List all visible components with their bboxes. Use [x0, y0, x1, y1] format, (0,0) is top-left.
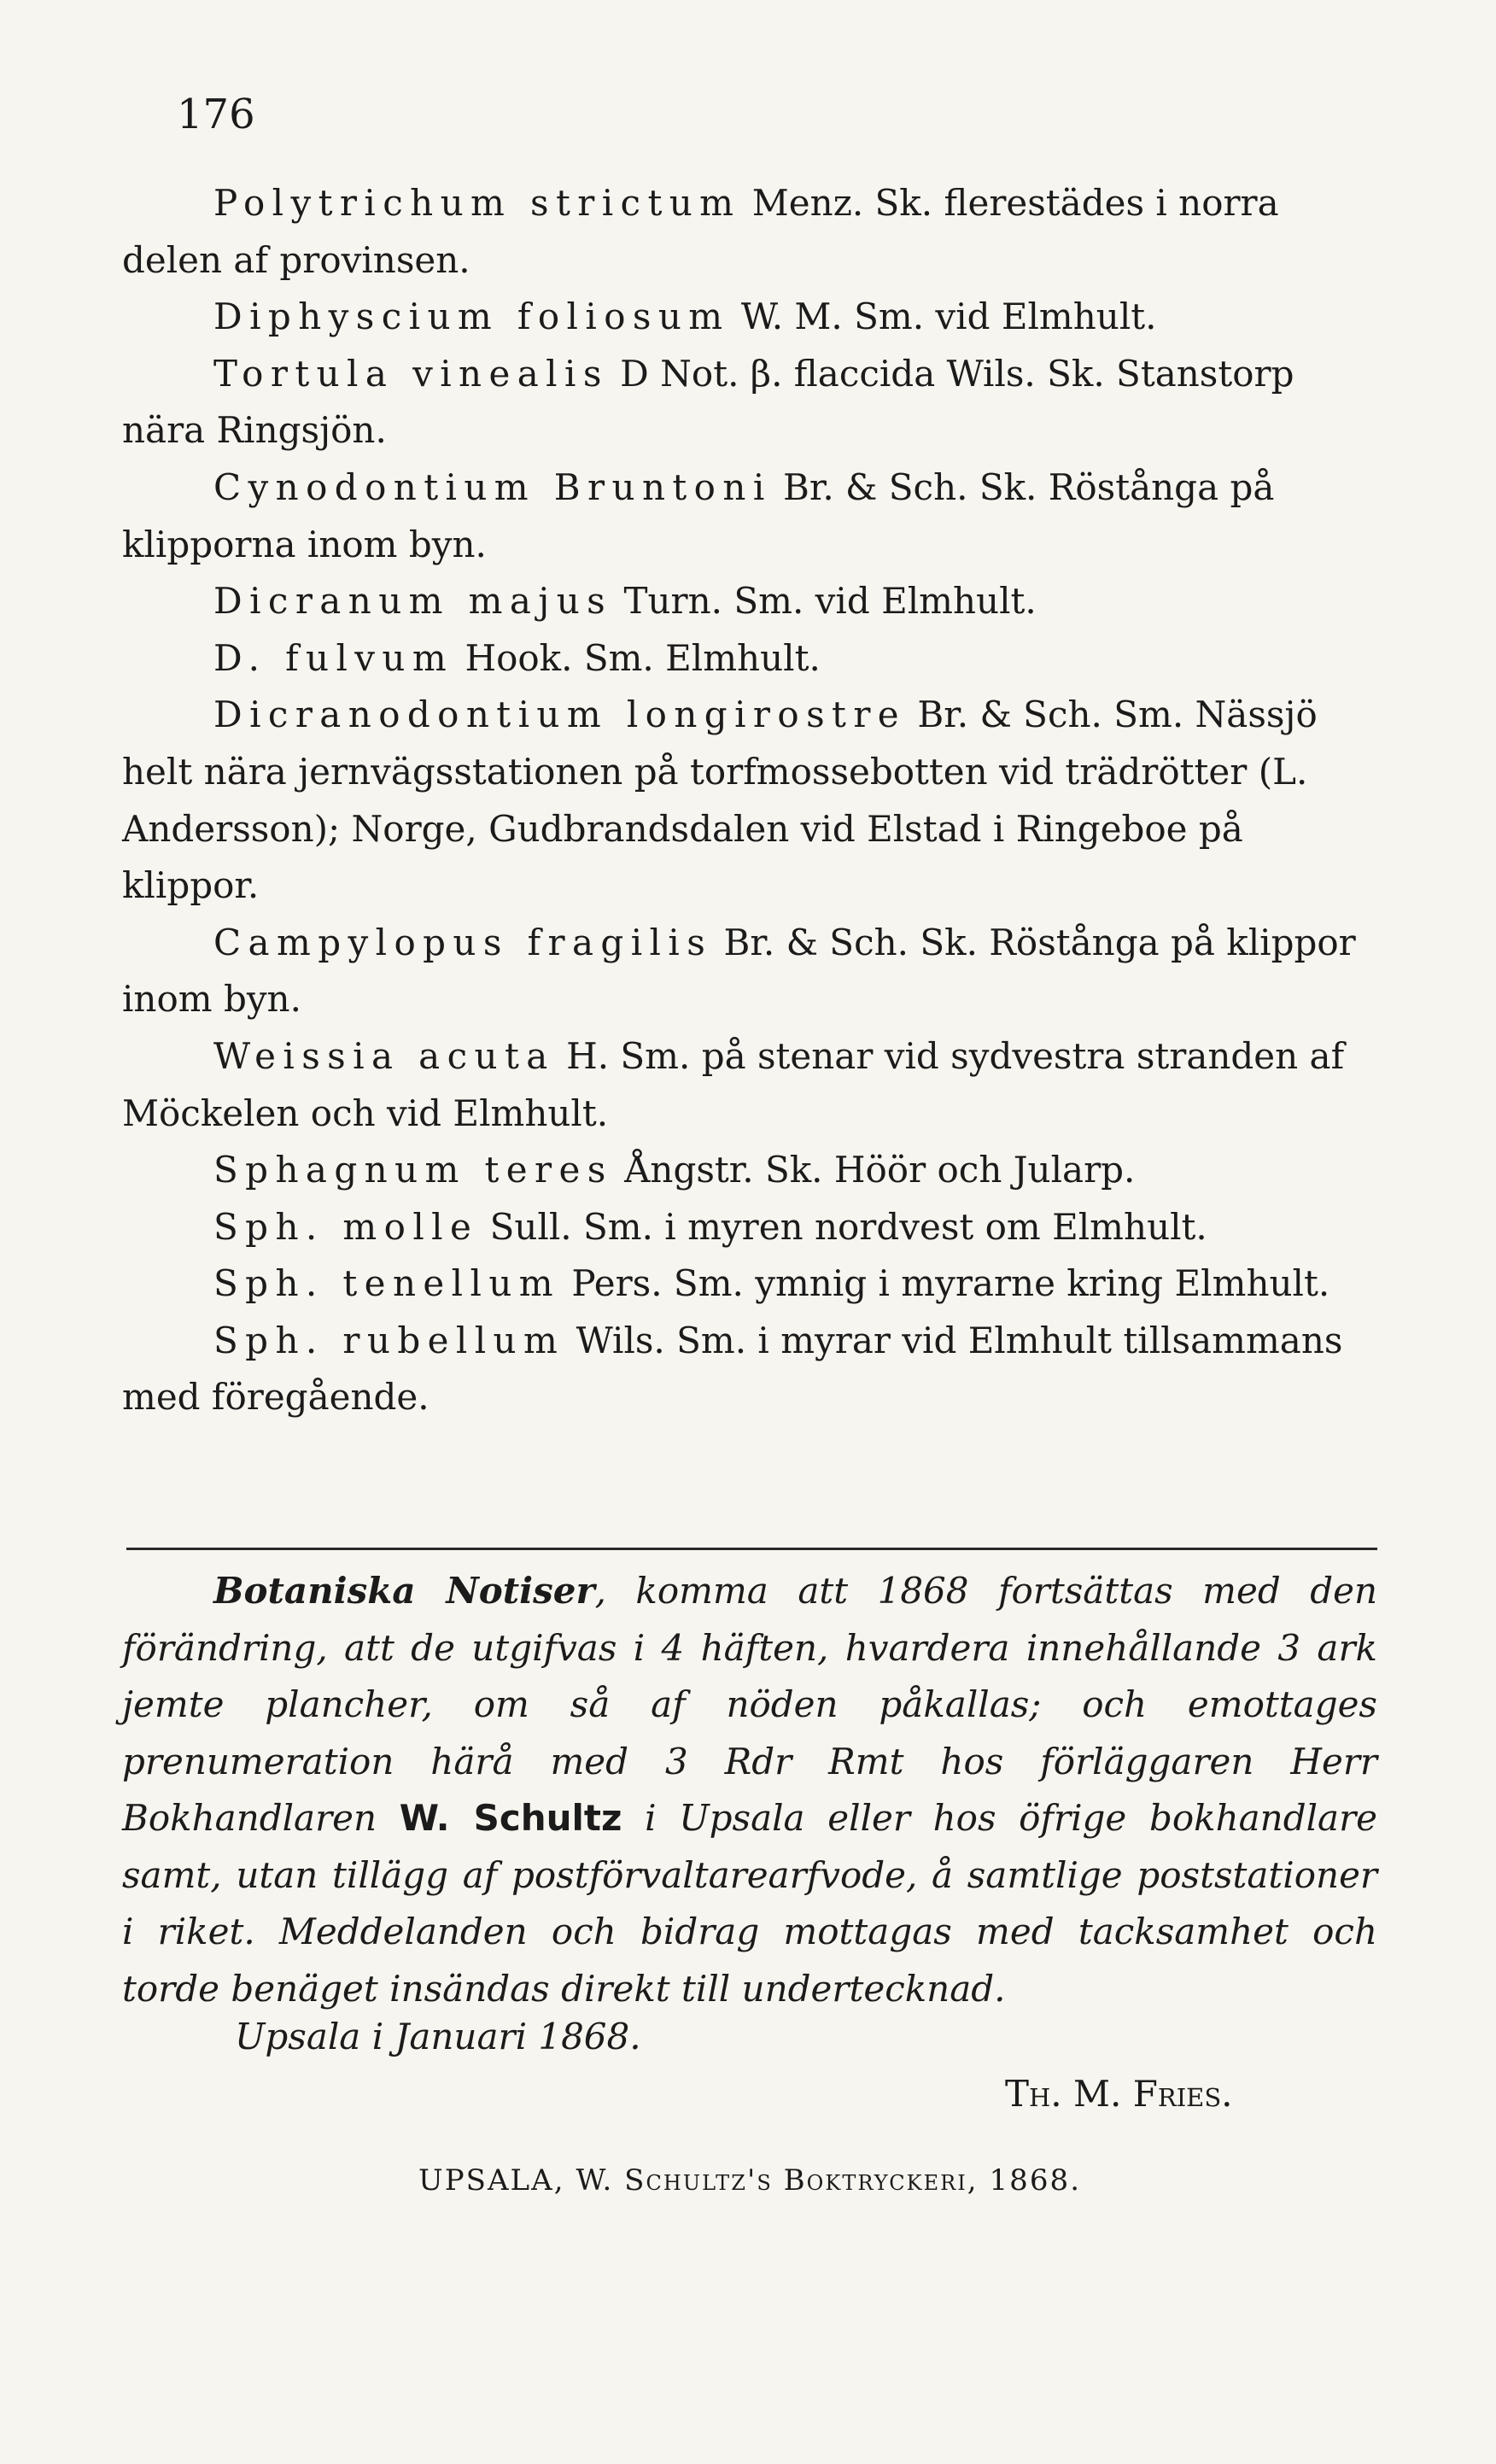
list-item	[122, 1142, 1377, 1199]
species-name: Sph. rubellum	[213, 1319, 565, 1361]
list-item	[122, 1199, 1377, 1256]
signature: Th. M. Fries.	[1005, 2073, 1233, 2115]
list-item	[122, 175, 1377, 289]
publisher-name: W. Schultz	[399, 1797, 622, 1839]
list-item	[122, 1255, 1377, 1313]
species-list	[122, 175, 1377, 1426]
notice-text-part2: i Upsala eller hos öfrige bokhandlare samt, utan tillägg af postförvaltarearfvode, å samtlige poststationer i riket. Meddelanden och bidrag mottagas med tacksamhet och torde benäget insändas direkt till undertecknad.	[122, 1797, 1377, 2010]
place-date: Upsala i Januari 1868.	[235, 2016, 641, 2057]
species-details: W. M. Sm. vid Elmhult.	[740, 296, 1157, 338]
list-item	[122, 1028, 1377, 1142]
list-item	[122, 346, 1377, 459]
species-name: Polytrichum strictum	[213, 182, 741, 224]
list-item	[122, 459, 1377, 573]
list-item	[122, 687, 1377, 914]
species-details: H. Sm. på stenar vid sydvestra stranden af Möckelen och vid Elmhult.	[122, 1034, 1345, 1134]
species-name: Sph. molle	[213, 1205, 479, 1248]
page-number: 176	[177, 91, 255, 138]
species-name: Weissia acuta	[213, 1034, 555, 1077]
species-name: Diphyscium foliosum	[213, 296, 730, 338]
list-item	[122, 289, 1377, 346]
list-item	[122, 630, 1377, 688]
species-name: Tortula vinealis	[213, 352, 609, 395]
notice-title: Botaniska Notiser	[213, 1570, 595, 1612]
species-details: Menz. Sk. flerestädes i norra delen af provinsen.	[122, 182, 1279, 281]
species-name: Sphagnum teres	[213, 1149, 613, 1191]
list-item	[122, 573, 1377, 630]
notice-text-part1: , komma att 1868 fortsättas med den förändring, att de utgifvas i 4 häften, hvardera innehållande 3 ark jemte plancher, om så af nöden påkallas; och emottages prenumeration härå med 3 Rdr Rmt hos förläggaren Herr Bokhandlaren	[122, 1570, 1377, 1839]
species-name: D. fulvum	[213, 636, 454, 679]
list-item	[122, 915, 1377, 1028]
notice-paragraph	[122, 1563, 1377, 2017]
species-details: Sull. Sm. i myren nordvest om Elmhult.	[489, 1205, 1207, 1248]
list-item	[122, 1313, 1377, 1426]
species-details: Br. & Sch. Sm. Nässjö helt nära jernvägsstationen på torfmossebotten vid trädrötter (L. Andersson); Norge, Gudbrandsdalen vid Elstad i Ringeboe på klippor.	[122, 694, 1318, 907]
species-name: Dicranum majus	[213, 580, 613, 623]
section-divider	[126, 1548, 1377, 1550]
species-name: Campylopus fragilis	[213, 921, 713, 963]
species-name: Dicranodontium longirostre	[213, 694, 907, 736]
species-details: Turn. Sm. vid Elmhult.	[623, 580, 1037, 623]
species-details: Wils. Sm. i myrar vid Elmhult tillsammans med föregående.	[122, 1319, 1343, 1419]
subscription-notice	[122, 1563, 1377, 2017]
species-name: Cynodontium Bruntoni	[213, 465, 772, 508]
species-details: Pers. Sm. ymnig i myrarne kring Elmhult.	[571, 1262, 1330, 1305]
species-details: Br. & Sch. Sk. Röstånga på klipporna inom byn.	[122, 465, 1275, 565]
species-name: Sph. tenellum	[213, 1262, 560, 1305]
species-details: D Not. β. flaccida Wils. Sk. Stanstorp nära Ringsjön.	[122, 352, 1294, 452]
printer-imprint: UPSALA, W. Schultz's Boktryckeri, 1868.	[418, 2163, 1082, 2198]
species-details: Br. & Sch. Sk. Röstånga på klippor inom byn.	[122, 921, 1356, 1021]
species-details: Hook. Sm. Elmhult.	[465, 636, 821, 679]
species-details: Ångstr. Sk. Höör och Jularp.	[624, 1149, 1136, 1191]
